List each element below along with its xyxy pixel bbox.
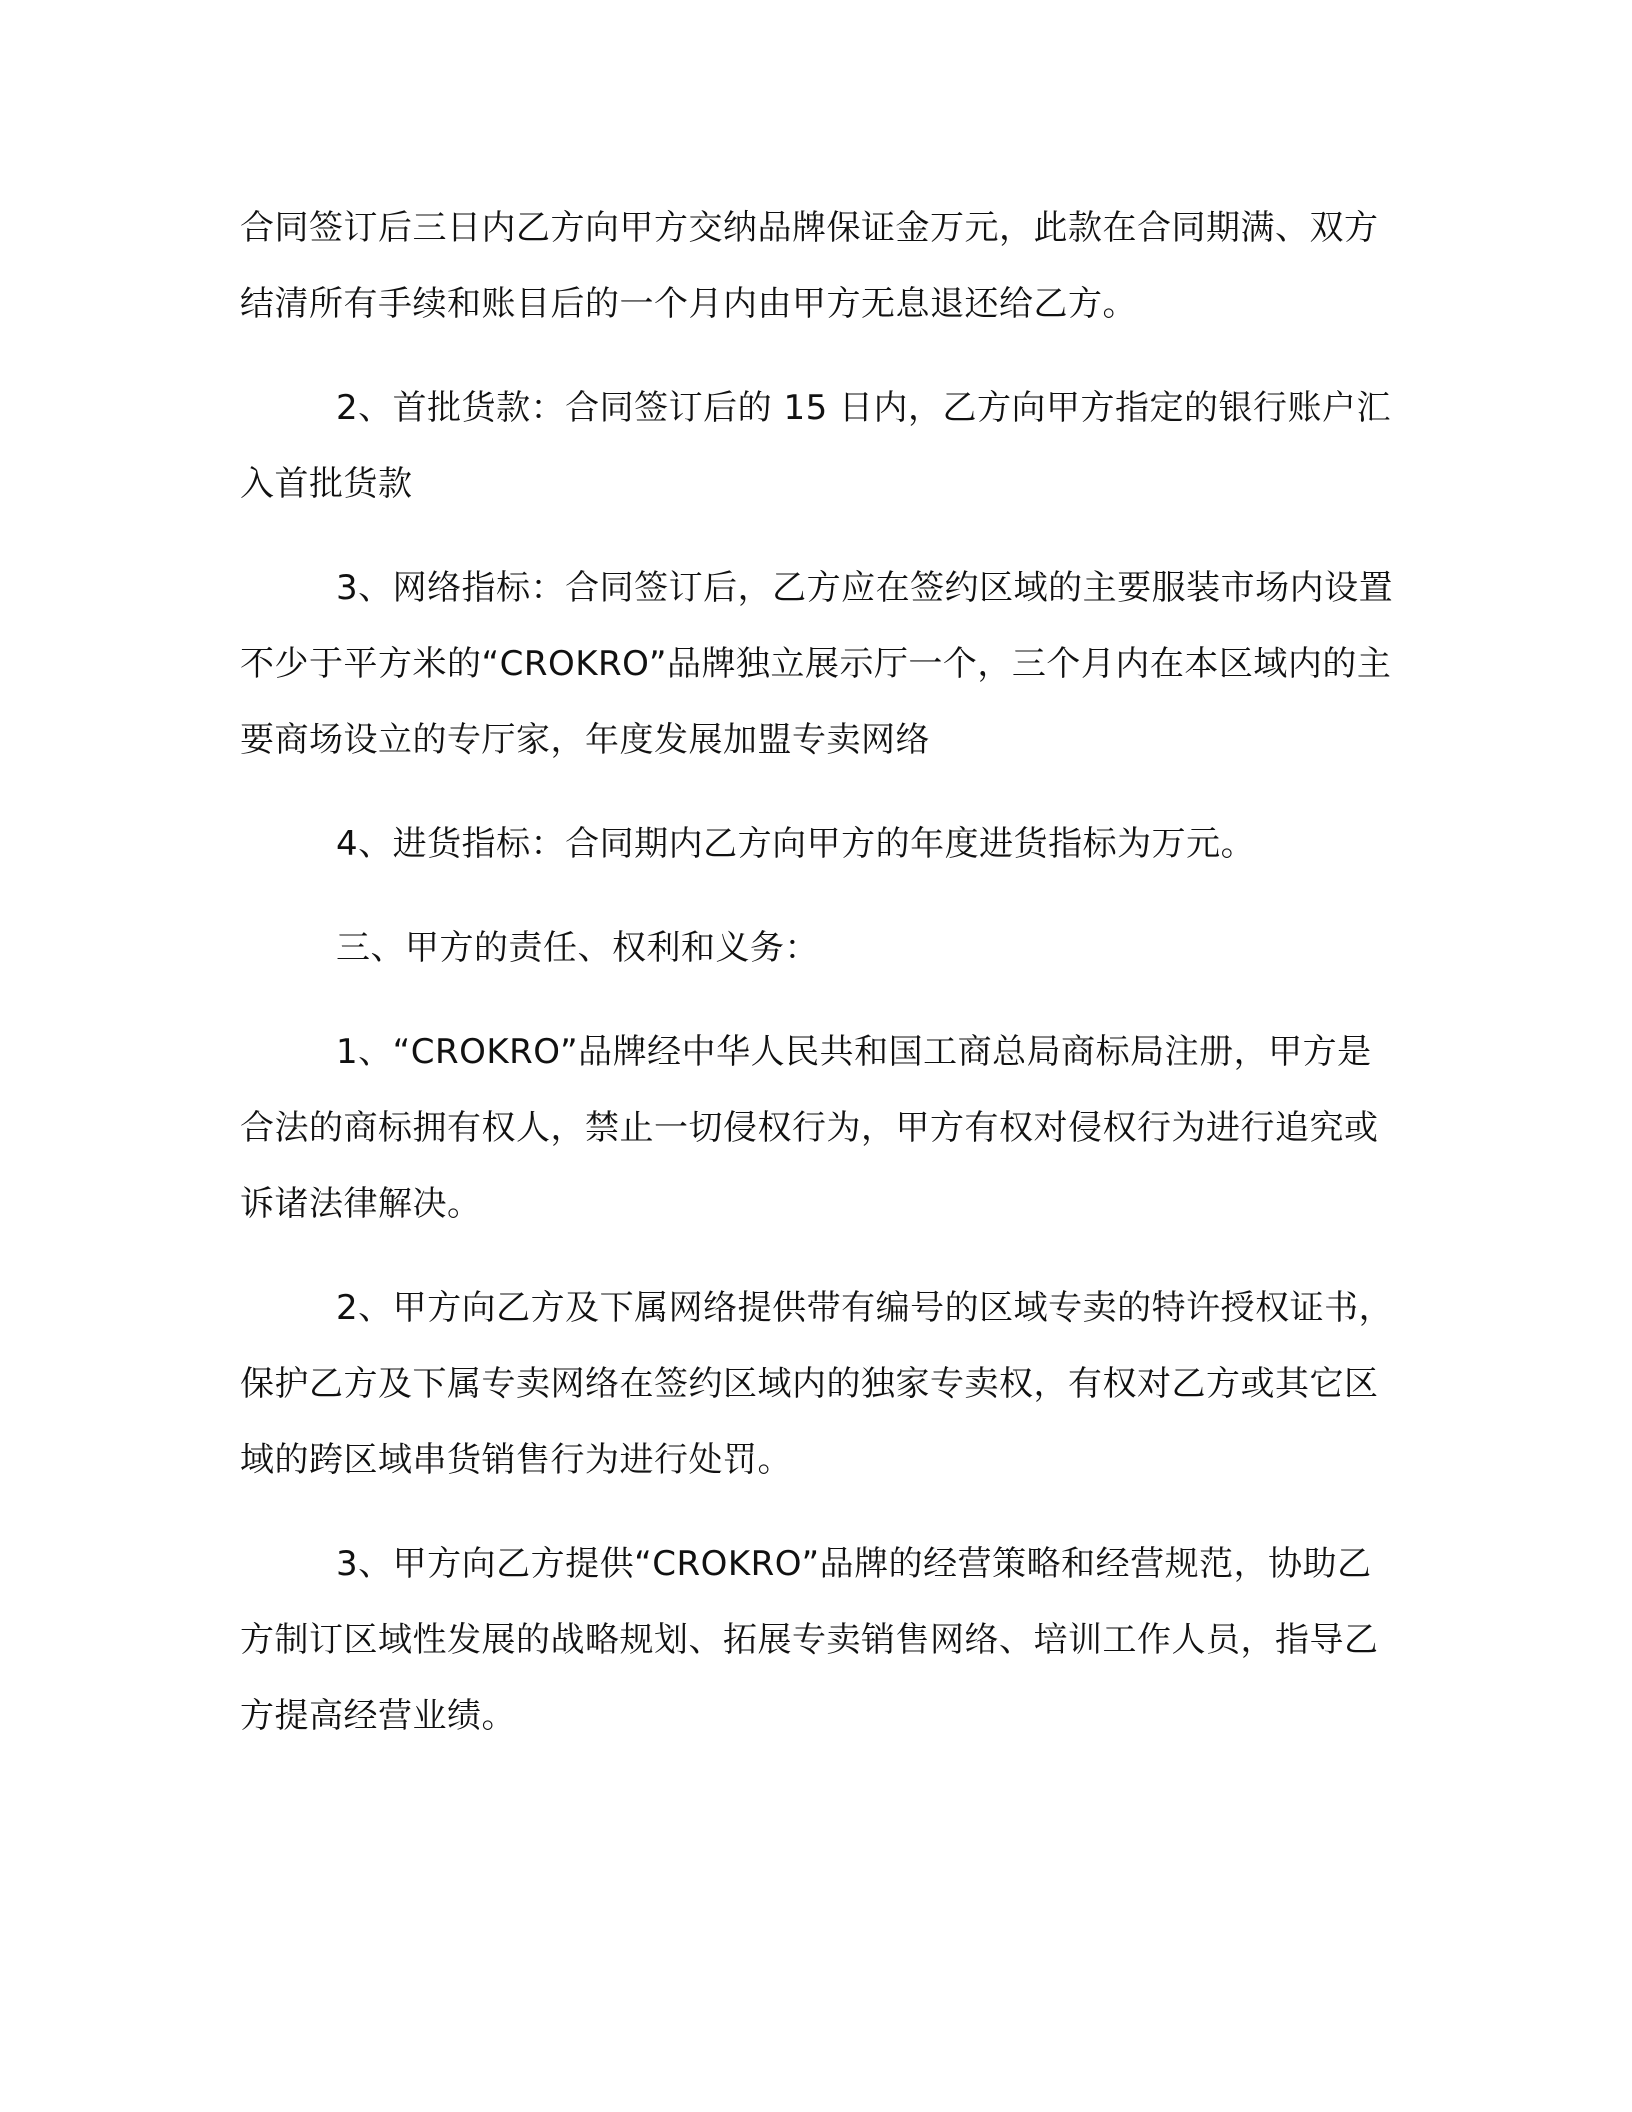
paragraph-gap (240, 342, 1400, 370)
paragraph-gap (240, 522, 1400, 550)
paragraph-gap (240, 986, 1400, 1014)
paragraph-authorization: 2、甲方向乙方及下属网络提供带有编号的区域专卖的特许授权证书，保护乙方及下属专卖网络在签约区域内的独家专卖权，有权对乙方或其它区域的跨区域串货销售行为进行处罚。 (240, 1288, 1394, 1480)
paragraph-trademark: 1、“CROKRO”品牌经中华人民共和国工商总局商标局注册，甲方是合法的商标拥有权人，禁止一切侵权行为，甲方有权对侵权行为进行追究或诉诸法律解决。 (240, 1032, 1379, 1224)
paragraph-gap (240, 778, 1400, 806)
document-page (240, 190, 1400, 1754)
paragraph-gap (240, 882, 1400, 910)
paragraph-purchase-target: 4、进货指标：合同期内乙方向甲方的年度进货指标为万元。 (336, 824, 1256, 864)
paragraph-gap (240, 1242, 1400, 1270)
paragraph-network-target: 3、网络指标：合同签订后，乙方应在签约区域的主要服装市场内设置不少于平方米的“CROKRO”品牌独立展示厅一个，三个月内在本区域内的主要商场设立的专厅家，年度发展加盟专卖网络 (240, 568, 1394, 760)
paragraph-deposit: 合同签订后三日内乙方向甲方交纳品牌保证金万元，此款在合同期满、双方结清所有手续和账目后的一个月内由甲方无息退还给乙方。 (240, 208, 1379, 324)
paragraph-first-payment: 2、首批货款：合同签订后的 15 日内，乙方向甲方指定的银行账户汇入首批货款 (240, 388, 1392, 504)
paragraph-gap (240, 1498, 1400, 1526)
section-heading-party-a: 三、甲方的责任、权利和义务： (336, 928, 819, 968)
paragraph-support: 3、甲方向乙方提供“CROKRO”品牌的经营策略和经营规范，协助乙方制订区域性发展的战略规划、拓展专卖销售网络、培训工作人员，指导乙方提高经营业绩。 (240, 1544, 1379, 1736)
